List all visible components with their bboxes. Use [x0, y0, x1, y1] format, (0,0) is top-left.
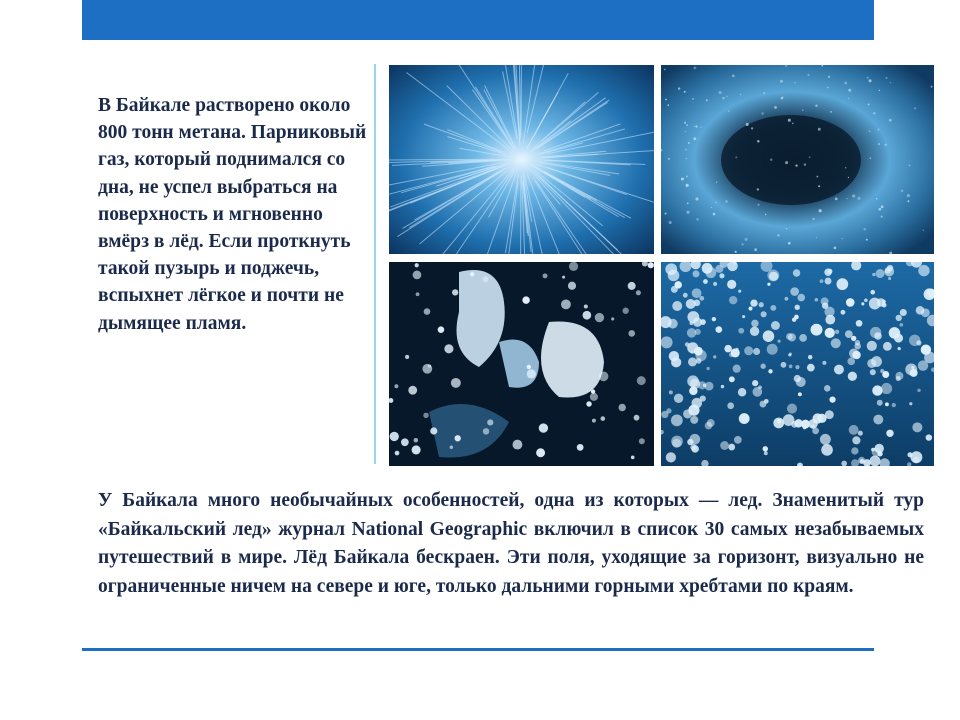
vertical-divider	[374, 64, 376, 464]
ice-photo-bubbles-columns	[661, 262, 934, 466]
ice-photo-burst	[389, 65, 654, 254]
ice-photo-bubbles-dark	[389, 262, 654, 466]
methane-paragraph: В Байкале растворено около 800 тонн метана. Парниковый газ, который поднимался со дна, не успел выбраться на поверхность и мгновенно вмёрз в лёд. Если проткнуть такой пузырь и поджечь, вспыхнет лёгкое и почти не дымящее пламя.	[98, 95, 367, 334]
header-bar	[82, 0, 874, 40]
ice-photo-dark-crack	[661, 65, 934, 254]
footer-line	[82, 648, 874, 651]
baikal-ice-paragraph: У Байкала много необычайных особенностей, одна из которых — лед. Знаменитый тур «Байкальский лед» журнал National Geographic включил в список 30 самых незабываемых путешествий в мире. Лёд Байкала бескраен. Эти поля, уходящие за горизонт, визуально не ограниченные ничем на севере и юге, только дальними горными хребтами по краям.	[98, 490, 924, 597]
